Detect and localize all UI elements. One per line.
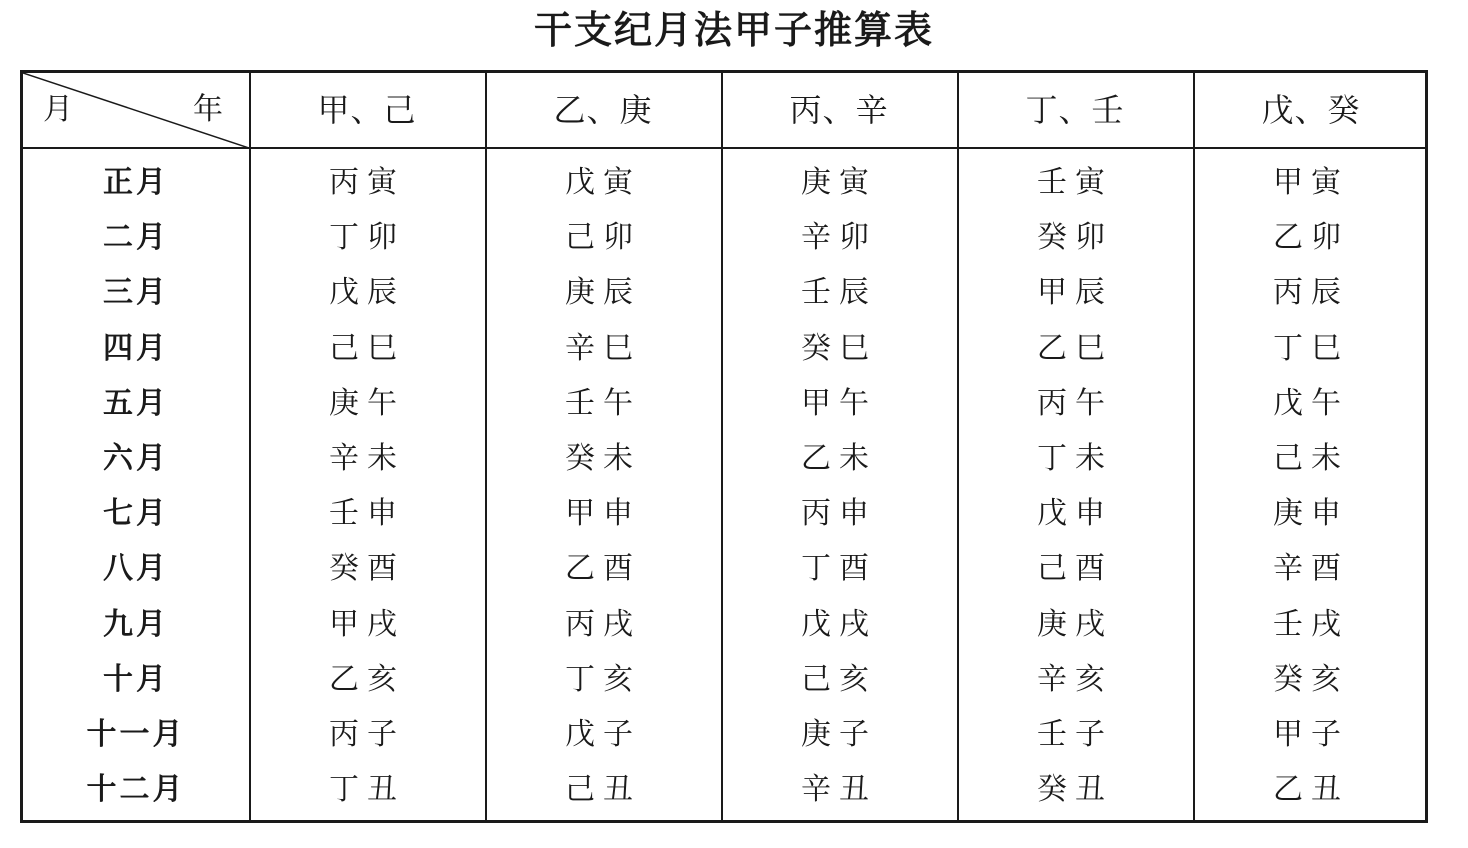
month-label: 九月 xyxy=(103,606,169,642)
ganzhi-cell: 己亥 xyxy=(801,661,877,697)
table-row xyxy=(23,431,1425,486)
ganzhi-cell: 戊午 xyxy=(1273,385,1349,421)
table-row xyxy=(23,265,1425,320)
month-label: 六月 xyxy=(103,441,169,476)
ganzhi-cell: 己未 xyxy=(1273,441,1349,476)
ganzhi-cell: 甲申 xyxy=(565,496,641,532)
ganzhi-cell: 丙寅 xyxy=(329,165,405,200)
month-label: 正月 xyxy=(103,165,169,200)
column-header: 戊、癸 xyxy=(1261,91,1361,129)
ganzhi-cell: 癸未 xyxy=(565,441,641,476)
ganzhi-cell: 丁卯 xyxy=(329,220,405,256)
ganzhi-cell: 辛丑 xyxy=(801,772,877,808)
column-header: 乙、庚 xyxy=(553,91,653,129)
ganzhi-cell: 戊申 xyxy=(1037,496,1113,532)
ganzhi-cell: 庚辰 xyxy=(565,275,641,311)
ganzhi-cell: 戊戌 xyxy=(801,606,877,642)
ganzhi-cell: 壬戌 xyxy=(1273,606,1349,642)
ganzhi-cell: 乙丑 xyxy=(1273,772,1349,808)
ganzhi-cell: 辛亥 xyxy=(1037,661,1113,697)
ganzhi-cell: 癸酉 xyxy=(329,551,405,587)
ganzhi-cell: 己卯 xyxy=(565,220,641,256)
month-label: 十一月 xyxy=(86,717,186,752)
ganzhi-cell: 庚申 xyxy=(1273,496,1349,532)
ganzhi-cell: 乙未 xyxy=(801,441,877,476)
corner-year-label: 年 xyxy=(193,92,223,127)
ganzhi-cell: 丁未 xyxy=(1037,441,1113,476)
ganzhi-cell: 癸丑 xyxy=(1037,772,1113,808)
table-row xyxy=(23,707,1425,762)
ganzhi-cell: 庚子 xyxy=(801,717,877,752)
column-header: 丁、壬 xyxy=(1025,91,1125,129)
ganzhi-cell: 癸巳 xyxy=(801,330,877,366)
table-row xyxy=(23,486,1425,541)
ganzhi-cell: 壬午 xyxy=(565,385,641,421)
table-row xyxy=(23,321,1425,376)
ganzhi-cell: 甲辰 xyxy=(1037,275,1113,311)
ganzhi-cell: 甲寅 xyxy=(1273,165,1349,200)
month-label: 八月 xyxy=(103,551,169,587)
ganzhi-cell: 辛酉 xyxy=(1273,551,1349,587)
month-label: 三月 xyxy=(103,275,169,311)
ganzhi-cell: 辛卯 xyxy=(801,220,877,256)
ganzhi-cell: 乙亥 xyxy=(329,661,405,697)
ganzhi-cell: 己巳 xyxy=(329,330,405,366)
ganzhi-cell: 丙辰 xyxy=(1273,275,1349,311)
ganzhi-cell: 庚寅 xyxy=(801,165,877,200)
ganzhi-cell: 丙午 xyxy=(1037,385,1113,421)
month-label: 十月 xyxy=(103,661,169,697)
table-row xyxy=(23,210,1425,265)
ganzhi-cell: 庚戌 xyxy=(1037,606,1113,642)
ganzhi-cell: 辛未 xyxy=(329,441,405,476)
ganzhi-cell: 戊辰 xyxy=(329,275,405,311)
ganzhi-cell: 乙酉 xyxy=(565,551,641,587)
ganzhi-cell: 戊子 xyxy=(565,717,641,752)
column-header: 甲、己 xyxy=(317,91,417,129)
ganzhi-cell: 丙申 xyxy=(801,496,877,532)
ganzhi-cell: 丁酉 xyxy=(801,551,877,587)
ganzhi-month-table xyxy=(20,70,1428,823)
month-label: 七月 xyxy=(103,496,169,532)
ganzhi-cell: 丁丑 xyxy=(329,772,405,808)
ganzhi-cell: 己酉 xyxy=(1037,551,1113,587)
month-label: 四月 xyxy=(103,330,169,366)
ganzhi-cell: 壬申 xyxy=(329,496,405,532)
ganzhi-cell: 癸卯 xyxy=(1037,220,1113,256)
ganzhi-cell: 戊寅 xyxy=(565,165,641,200)
ganzhi-cell: 乙巳 xyxy=(1037,330,1113,366)
table-row xyxy=(23,541,1425,596)
corner-month-label: 月 xyxy=(43,92,73,127)
ganzhi-cell: 乙卯 xyxy=(1273,220,1349,256)
month-label: 十二月 xyxy=(86,772,186,808)
ganzhi-cell: 辛巳 xyxy=(565,330,641,366)
month-label: 二月 xyxy=(103,220,169,256)
table-row xyxy=(23,762,1425,817)
table-row xyxy=(23,597,1425,652)
table-title: 干支纪月法甲子推算表 xyxy=(533,7,934,52)
ganzhi-cell: 丁亥 xyxy=(565,661,641,697)
ganzhi-cell: 己丑 xyxy=(565,772,641,808)
header-divider xyxy=(23,147,1425,149)
column-header: 丙、辛 xyxy=(789,91,889,129)
ganzhi-cell: 甲午 xyxy=(801,385,877,421)
ganzhi-cell: 庚午 xyxy=(329,385,405,421)
ganzhi-cell: 丙子 xyxy=(329,717,405,752)
table-row xyxy=(23,652,1425,707)
ganzhi-cell: 甲戌 xyxy=(329,606,405,642)
ganzhi-cell: 甲子 xyxy=(1273,717,1349,752)
ganzhi-cell: 壬辰 xyxy=(801,275,877,311)
table-row xyxy=(23,376,1425,431)
ganzhi-cell: 壬子 xyxy=(1037,717,1113,752)
month-label: 五月 xyxy=(103,385,169,421)
ganzhi-cell: 丙戌 xyxy=(565,606,641,642)
ganzhi-cell: 壬寅 xyxy=(1037,165,1113,200)
table-row xyxy=(23,155,1425,210)
ganzhi-cell: 癸亥 xyxy=(1273,661,1349,697)
ganzhi-cell: 丁巳 xyxy=(1273,330,1349,366)
